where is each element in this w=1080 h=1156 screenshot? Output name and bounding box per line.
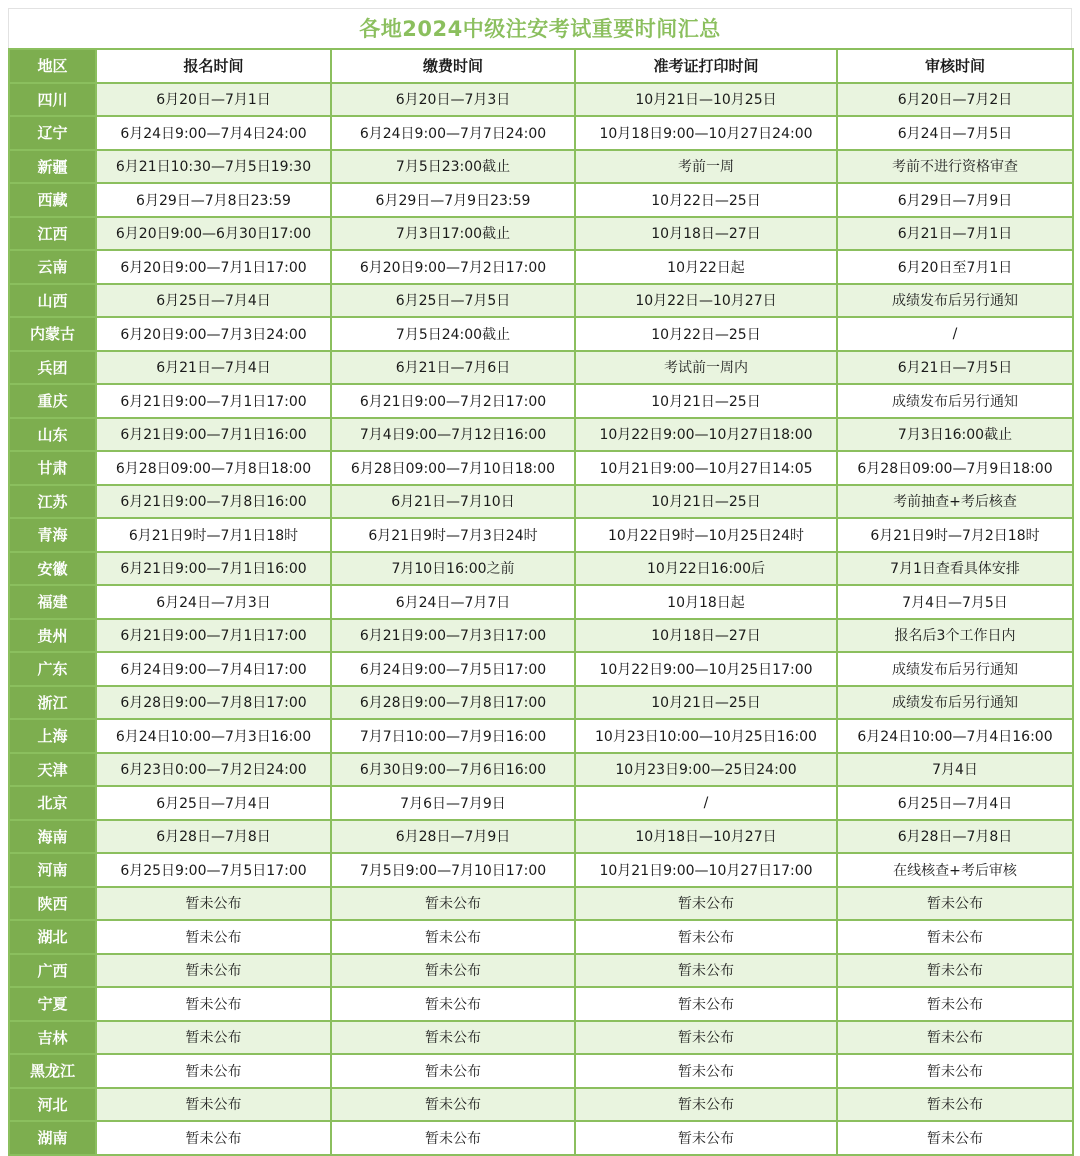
table-row xyxy=(9,250,1073,284)
admission-ticket-cell: 10月23日9:00—25日24:00 xyxy=(575,753,837,787)
review-cell: 6月20日至7月1日 xyxy=(837,250,1073,284)
admission-ticket-cell: 10月18日9:00—10月27日24:00 xyxy=(575,116,837,150)
admission-ticket-cell: 暂未公布 xyxy=(575,920,837,954)
payment-cell: 6月24日9:00—7月5日17:00 xyxy=(331,652,575,686)
region-cell: 内蒙古 xyxy=(9,317,96,351)
registration-cell: 6月29日—7月8日23:59 xyxy=(96,183,331,217)
payment-cell: 6月28日9:00—7月8日17:00 xyxy=(331,686,575,720)
registration-cell: 暂未公布 xyxy=(96,1088,331,1122)
admission-ticket-cell: 10月21日—25日 xyxy=(575,686,837,720)
review-cell: 报名后3个工作日内 xyxy=(837,619,1073,653)
registration-cell: 暂未公布 xyxy=(96,1021,331,1055)
admission-ticket-cell: 10月21日9:00—10月27日17:00 xyxy=(575,853,837,887)
table-row xyxy=(9,317,1073,351)
header-review: 审核时间 xyxy=(837,49,1073,83)
payment-cell: 6月24日9:00—7月7日24:00 xyxy=(331,116,575,150)
review-cell: 6月21日9时—7月2日18时 xyxy=(837,518,1073,552)
header-row xyxy=(9,49,1073,83)
header-region: 地区 xyxy=(9,49,96,83)
region-cell: 黑龙江 xyxy=(9,1054,96,1088)
payment-cell: 6月30日9:00—7月6日16:00 xyxy=(331,753,575,787)
admission-ticket-cell: 10月18日—27日 xyxy=(575,217,837,251)
region-cell: 天津 xyxy=(9,753,96,787)
table-row xyxy=(9,552,1073,586)
review-cell: 暂未公布 xyxy=(837,920,1073,954)
review-cell: 7月4日—7月5日 xyxy=(837,585,1073,619)
review-cell: 成绩发布后另行通知 xyxy=(837,652,1073,686)
table-row xyxy=(9,719,1073,753)
table-row xyxy=(9,954,1073,988)
payment-cell: 6月21日9:00—7月2日17:00 xyxy=(331,384,575,418)
payment-cell: 6月20日9:00—7月2日17:00 xyxy=(331,250,575,284)
review-cell: 考前抽查+考后核查 xyxy=(837,485,1073,519)
table-row xyxy=(9,1021,1073,1055)
payment-cell: 6月21日—7月10日 xyxy=(331,485,575,519)
table-row xyxy=(9,284,1073,318)
table-row xyxy=(9,1121,1073,1155)
table-row xyxy=(9,83,1073,117)
admission-ticket-cell: 10月22日9时—10月25日24时 xyxy=(575,518,837,552)
review-cell: 成绩发布后另行通知 xyxy=(837,284,1073,318)
table-row xyxy=(9,150,1073,184)
region-cell: 福建 xyxy=(9,585,96,619)
registration-cell: 6月28日09:00—7月8日18:00 xyxy=(96,451,331,485)
payment-cell: 暂未公布 xyxy=(331,1021,575,1055)
header-admission-ticket: 准考证打印时间 xyxy=(575,49,837,83)
region-cell: 广东 xyxy=(9,652,96,686)
registration-cell: 暂未公布 xyxy=(96,954,331,988)
review-cell: 暂未公布 xyxy=(837,1021,1073,1055)
table-row xyxy=(9,585,1073,619)
payment-cell: 7月3日17:00截止 xyxy=(331,217,575,251)
review-cell: 6月24日10:00—7月4日16:00 xyxy=(837,719,1073,753)
document xyxy=(8,8,1072,1148)
review-cell: 暂未公布 xyxy=(837,1088,1073,1122)
payment-cell: 7月10日16:00之前 xyxy=(331,552,575,586)
review-cell: 暂未公布 xyxy=(837,987,1073,1021)
table-body xyxy=(9,83,1073,1155)
payment-cell: 6月28日09:00—7月10日18:00 xyxy=(331,451,575,485)
review-cell: 成绩发布后另行通知 xyxy=(837,686,1073,720)
table-row xyxy=(9,1088,1073,1122)
admission-ticket-cell: 10月21日9:00—10月27日14:05 xyxy=(575,451,837,485)
registration-cell: 6月25日—7月4日 xyxy=(96,786,331,820)
header-payment: 缴费时间 xyxy=(331,49,575,83)
review-cell: 7月1日查看具体安排 xyxy=(837,552,1073,586)
payment-cell: 暂未公布 xyxy=(331,987,575,1021)
payment-cell: 暂未公布 xyxy=(331,920,575,954)
admission-ticket-cell: 10月22日—25日 xyxy=(575,317,837,351)
admission-ticket-cell: 10月23日10:00—10月25日16:00 xyxy=(575,719,837,753)
registration-cell: 6月21日9时—7月1日18时 xyxy=(96,518,331,552)
registration-cell: 暂未公布 xyxy=(96,987,331,1021)
payment-cell: 7月6日—7月9日 xyxy=(331,786,575,820)
registration-cell: 6月21日—7月4日 xyxy=(96,351,331,385)
table-row xyxy=(9,485,1073,519)
review-cell: 6月21日—7月5日 xyxy=(837,351,1073,385)
admission-ticket-cell: 10月21日—25日 xyxy=(575,384,837,418)
table-row xyxy=(9,619,1073,653)
region-cell: 四川 xyxy=(9,83,96,117)
table-row xyxy=(9,753,1073,787)
review-cell: 暂未公布 xyxy=(837,887,1073,921)
table-row xyxy=(9,987,1073,1021)
admission-ticket-cell: 10月22日16:00后 xyxy=(575,552,837,586)
table-row xyxy=(9,652,1073,686)
admission-ticket-cell: 10月21日—10月25日 xyxy=(575,83,837,117)
region-cell: 宁夏 xyxy=(9,987,96,1021)
review-cell: 6月25日—7月4日 xyxy=(837,786,1073,820)
registration-cell: 暂未公布 xyxy=(96,920,331,954)
review-cell: 在线核查+考后审核 xyxy=(837,853,1073,887)
region-cell: 北京 xyxy=(9,786,96,820)
admission-ticket-cell: 10月22日—25日 xyxy=(575,183,837,217)
admission-ticket-cell: 10月22日—10月27日 xyxy=(575,284,837,318)
region-cell: 安徽 xyxy=(9,552,96,586)
region-cell: 云南 xyxy=(9,250,96,284)
page-title: 各地2024中级注安考试重要时间汇总 xyxy=(8,8,1072,48)
table-row xyxy=(9,116,1073,150)
review-cell: 7月3日16:00截止 xyxy=(837,418,1073,452)
payment-cell: 暂未公布 xyxy=(331,887,575,921)
admission-ticket-cell: 10月18日—10月27日 xyxy=(575,820,837,854)
registration-cell: 6月20日—7月1日 xyxy=(96,83,331,117)
region-cell: 山西 xyxy=(9,284,96,318)
registration-cell: 6月21日9:00—7月1日16:00 xyxy=(96,418,331,452)
region-cell: 甘肃 xyxy=(9,451,96,485)
payment-cell: 7月4日9:00—7月12日16:00 xyxy=(331,418,575,452)
table-row xyxy=(9,1054,1073,1088)
registration-cell: 6月24日—7月3日 xyxy=(96,585,331,619)
registration-cell: 暂未公布 xyxy=(96,887,331,921)
table-row xyxy=(9,183,1073,217)
payment-cell: 6月20日—7月3日 xyxy=(331,83,575,117)
registration-cell: 6月25日9:00—7月5日17:00 xyxy=(96,853,331,887)
admission-ticket-cell: 暂未公布 xyxy=(575,954,837,988)
registration-cell: 6月24日9:00—7月4日24:00 xyxy=(96,116,331,150)
region-cell: 海南 xyxy=(9,820,96,854)
review-cell: 6月28日09:00—7月9日18:00 xyxy=(837,451,1073,485)
region-cell: 上海 xyxy=(9,719,96,753)
payment-cell: 暂未公布 xyxy=(331,954,575,988)
review-cell: 考前不进行资格审查 xyxy=(837,150,1073,184)
payment-cell: 暂未公布 xyxy=(331,1088,575,1122)
review-cell: / xyxy=(837,317,1073,351)
region-cell: 河南 xyxy=(9,853,96,887)
admission-ticket-cell: 考试前一周内 xyxy=(575,351,837,385)
review-cell: 6月21日—7月1日 xyxy=(837,217,1073,251)
payment-cell: 6月21日—7月6日 xyxy=(331,351,575,385)
table-row xyxy=(9,351,1073,385)
table-row xyxy=(9,786,1073,820)
registration-cell: 6月28日9:00—7月8日17:00 xyxy=(96,686,331,720)
region-cell: 重庆 xyxy=(9,384,96,418)
table-row xyxy=(9,920,1073,954)
payment-cell: 6月29日—7月9日23:59 xyxy=(331,183,575,217)
registration-cell: 暂未公布 xyxy=(96,1054,331,1088)
region-cell: 江苏 xyxy=(9,485,96,519)
review-cell: 成绩发布后另行通知 xyxy=(837,384,1073,418)
table-row xyxy=(9,217,1073,251)
region-cell: 河北 xyxy=(9,1088,96,1122)
payment-cell: 7月5日9:00—7月10日17:00 xyxy=(331,853,575,887)
table-row xyxy=(9,518,1073,552)
registration-cell: 6月21日9:00—7月8日16:00 xyxy=(96,485,331,519)
registration-cell: 6月21日10:30—7月5日19:30 xyxy=(96,150,331,184)
region-cell: 江西 xyxy=(9,217,96,251)
admission-ticket-cell: 考前一周 xyxy=(575,150,837,184)
region-cell: 贵州 xyxy=(9,619,96,653)
region-cell: 吉林 xyxy=(9,1021,96,1055)
registration-cell: 6月21日9:00—7月1日17:00 xyxy=(96,619,331,653)
payment-cell: 7月7日10:00—7月9日16:00 xyxy=(331,719,575,753)
table-row xyxy=(9,384,1073,418)
table-row xyxy=(9,451,1073,485)
region-cell: 青海 xyxy=(9,518,96,552)
admission-ticket-cell: 10月22日9:00—10月25日17:00 xyxy=(575,652,837,686)
payment-cell: 6月24日—7月7日 xyxy=(331,585,575,619)
payment-cell: 暂未公布 xyxy=(331,1054,575,1088)
admission-ticket-cell: 暂未公布 xyxy=(575,987,837,1021)
admission-ticket-cell: 暂未公布 xyxy=(575,1021,837,1055)
table-row xyxy=(9,887,1073,921)
registration-cell: 6月24日9:00—7月4日17:00 xyxy=(96,652,331,686)
registration-cell: 6月20日9:00—7月3日24:00 xyxy=(96,317,331,351)
payment-cell: 6月21日9时—7月3日24时 xyxy=(331,518,575,552)
admission-ticket-cell: 暂未公布 xyxy=(575,1121,837,1155)
admission-ticket-cell: 10月18日—27日 xyxy=(575,619,837,653)
registration-cell: 6月24日10:00—7月3日16:00 xyxy=(96,719,331,753)
admission-ticket-cell: 10月22日起 xyxy=(575,250,837,284)
review-cell: 6月20日—7月2日 xyxy=(837,83,1073,117)
registration-cell: 暂未公布 xyxy=(96,1121,331,1155)
region-cell: 陕西 xyxy=(9,887,96,921)
table-row xyxy=(9,853,1073,887)
review-cell: 暂未公布 xyxy=(837,954,1073,988)
review-cell: 暂未公布 xyxy=(837,1121,1073,1155)
review-cell: 6月29日—7月9日 xyxy=(837,183,1073,217)
table-row xyxy=(9,418,1073,452)
region-cell: 辽宁 xyxy=(9,116,96,150)
table-row xyxy=(9,820,1073,854)
table-row xyxy=(9,686,1073,720)
payment-cell: 暂未公布 xyxy=(331,1121,575,1155)
region-cell: 西藏 xyxy=(9,183,96,217)
review-cell: 7月4日 xyxy=(837,753,1073,787)
admission-ticket-cell: 10月22日9:00—10月27日18:00 xyxy=(575,418,837,452)
payment-cell: 7月5日23:00截止 xyxy=(331,150,575,184)
admission-ticket-cell: 10月21日—25日 xyxy=(575,485,837,519)
payment-cell: 7月5日24:00截止 xyxy=(331,317,575,351)
region-cell: 湖南 xyxy=(9,1121,96,1155)
admission-ticket-cell: 暂未公布 xyxy=(575,1088,837,1122)
header-registration: 报名时间 xyxy=(96,49,331,83)
region-cell: 浙江 xyxy=(9,686,96,720)
schedule-table xyxy=(8,48,1074,1156)
admission-ticket-cell: 暂未公布 xyxy=(575,1054,837,1088)
payment-cell: 6月28日—7月9日 xyxy=(331,820,575,854)
region-cell: 兵团 xyxy=(9,351,96,385)
registration-cell: 6月20日9:00—6月30日17:00 xyxy=(96,217,331,251)
region-cell: 湖北 xyxy=(9,920,96,954)
registration-cell: 6月28日—7月8日 xyxy=(96,820,331,854)
review-cell: 6月28日—7月8日 xyxy=(837,820,1073,854)
payment-cell: 6月21日9:00—7月3日17:00 xyxy=(331,619,575,653)
payment-cell: 6月25日—7月5日 xyxy=(331,284,575,318)
admission-ticket-cell: / xyxy=(575,786,837,820)
region-cell: 山东 xyxy=(9,418,96,452)
region-cell: 广西 xyxy=(9,954,96,988)
review-cell: 暂未公布 xyxy=(837,1054,1073,1088)
admission-ticket-cell: 暂未公布 xyxy=(575,887,837,921)
region-cell: 新疆 xyxy=(9,150,96,184)
review-cell: 6月24日—7月5日 xyxy=(837,116,1073,150)
registration-cell: 6月23日0:00—7月2日24:00 xyxy=(96,753,331,787)
registration-cell: 6月21日9:00—7月1日17:00 xyxy=(96,384,331,418)
registration-cell: 6月21日9:00—7月1日16:00 xyxy=(96,552,331,586)
registration-cell: 6月25日—7月4日 xyxy=(96,284,331,318)
registration-cell: 6月20日9:00—7月1日17:00 xyxy=(96,250,331,284)
admission-ticket-cell: 10月18日起 xyxy=(575,585,837,619)
